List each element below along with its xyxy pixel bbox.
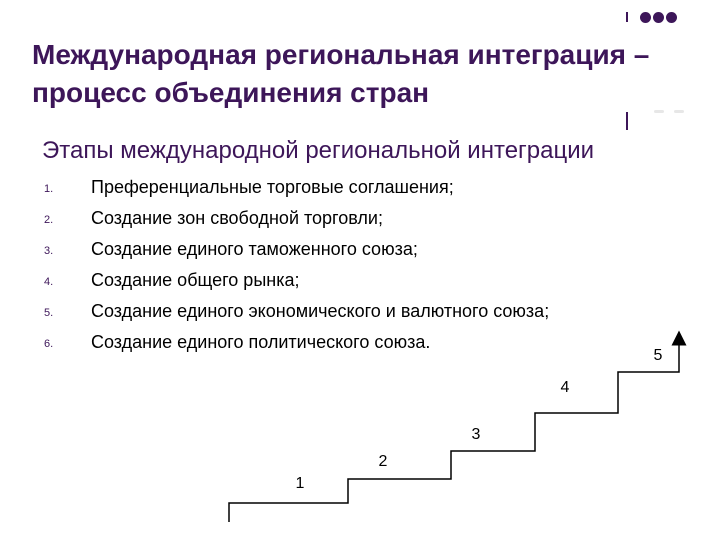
step-label: 3 bbox=[471, 426, 481, 443]
step-label: 2 bbox=[378, 453, 388, 470]
item-text: Создание единого политического союза. bbox=[91, 332, 431, 352]
item-text: Создание единого таможенного союза; bbox=[91, 239, 418, 259]
step-label: 5 bbox=[653, 347, 663, 364]
slide-subtitle: Этапы международной региональной интеграции bbox=[42, 137, 595, 164]
item-number: 3. bbox=[44, 244, 54, 257]
item-number: 6. bbox=[44, 337, 54, 350]
item-text: Создание единого экономического и валютного союза; bbox=[91, 301, 550, 321]
step-label: 4 bbox=[560, 379, 570, 396]
item-text: Преференциальные торговые соглашения; bbox=[91, 177, 454, 197]
item-number: 2. bbox=[44, 213, 54, 226]
item-number: 5. bbox=[44, 306, 54, 319]
item-number: 1. bbox=[44, 182, 54, 195]
staircase-line bbox=[229, 338, 679, 522]
slide-title: Международная региональная интеграция – процесс объединения стран bbox=[32, 39, 650, 108]
step-label: 1 bbox=[295, 475, 305, 492]
item-text: Создание общего рынка; bbox=[91, 270, 300, 290]
item-text: Создание зон свободной торговли; bbox=[91, 208, 383, 228]
item-number: 4. bbox=[44, 275, 54, 288]
